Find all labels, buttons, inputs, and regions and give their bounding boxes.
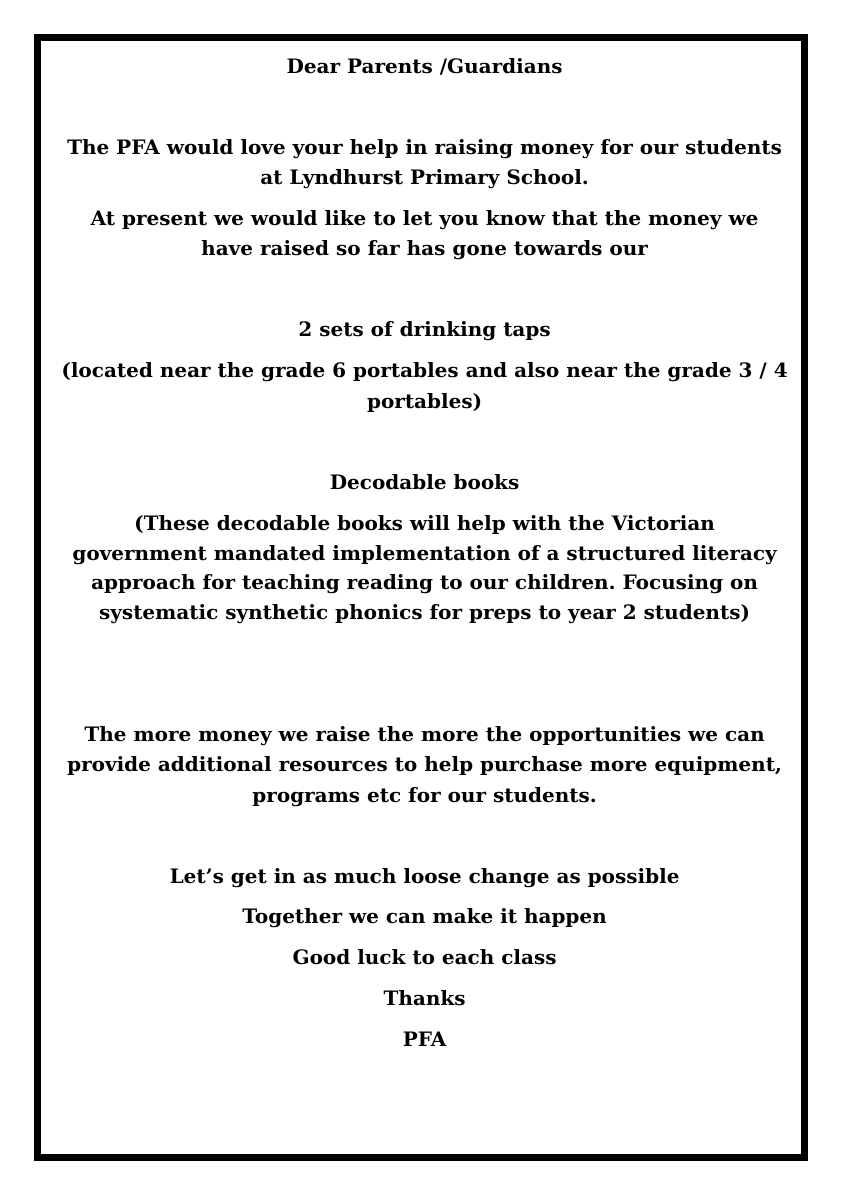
item1-detail-line-1: (located near the grade 6 portables and also near the grade 3 / 4 <box>61 358 788 382</box>
item2-detail-line-2: government mandated implementation of a structured literacy <box>72 541 777 565</box>
closing-thanks: Thanks <box>383 986 466 1010</box>
item1-detail-line-2: portables) <box>366 389 483 413</box>
greeting: Dear Parents /Guardians <box>286 54 563 78</box>
intro-line-2: at Lyndhurst Primary School. <box>260 165 589 189</box>
item2-detail-line-3: approach for teaching reading to our children. Focusing on <box>91 570 758 594</box>
item1-title: 2 sets of drinking taps <box>298 317 551 341</box>
more-money-line-2: provide additional resources to help purchase more equipment, <box>67 752 782 776</box>
closing-line-2: Together we can make it happen <box>242 904 607 928</box>
item2-detail-line-4: systematic synthetic phonics for preps to year 2 students) <box>99 600 750 624</box>
closing-line-1: Let’s get in as much loose change as possible <box>169 864 680 888</box>
more-money-line-1: The more money we raise the more the opportunities we can <box>84 722 765 746</box>
present-line-1: At present we would like to let you know that the money we <box>90 206 759 230</box>
closing-signature: PFA <box>402 1027 447 1051</box>
closing-line-3: Good luck to each class <box>292 945 557 969</box>
item2-detail-line-1: (These decodable books will help with the Victorian <box>134 511 715 535</box>
intro-line-1: The PFA would love your help in raising money for our students <box>67 135 782 159</box>
present-line-2: have raised so far has gone towards our <box>201 236 648 260</box>
more-money-line-3: programs etc for our students. <box>252 783 597 807</box>
item2-title: Decodable books <box>329 470 520 494</box>
